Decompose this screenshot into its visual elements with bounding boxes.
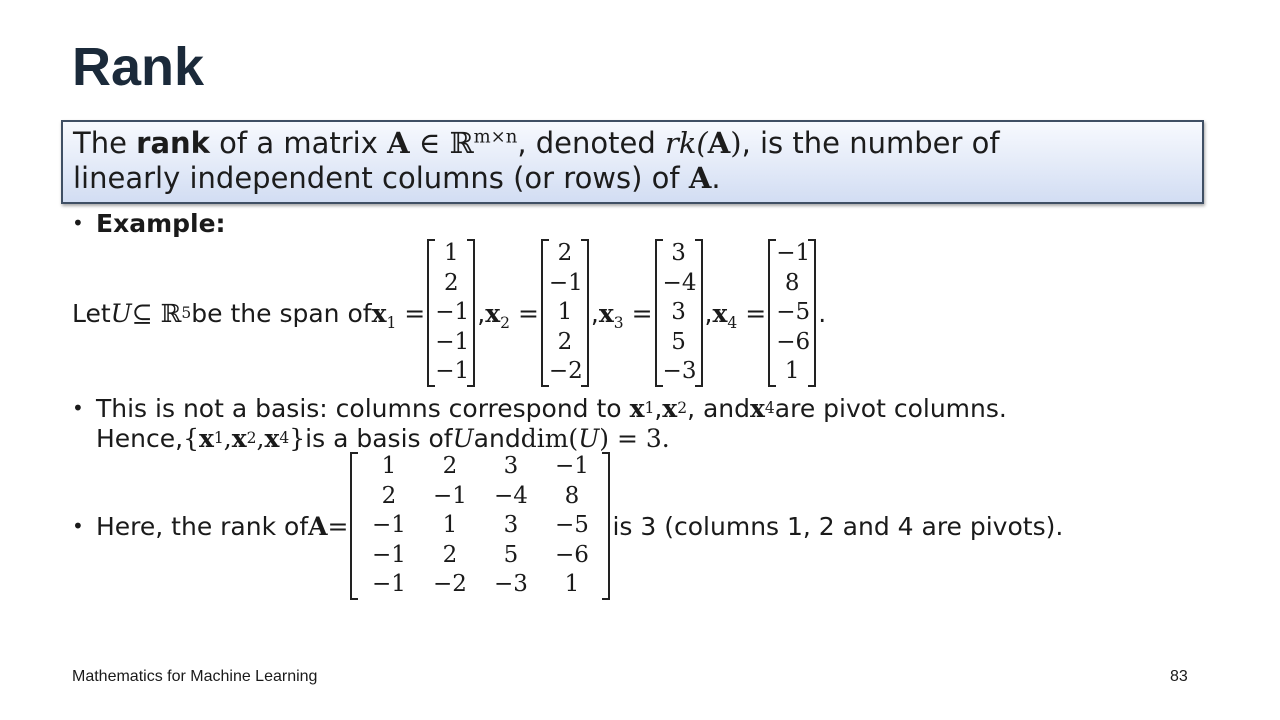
basis-bullet-line-1: • This is not a basis: columns correspond to x 1 , x 2 , and x 4 are pivot columns. <box>72 393 1007 423</box>
matrix-entry: 3 <box>503 453 519 480</box>
vector-entry: −3 <box>662 358 697 385</box>
rank-term: rank <box>136 126 210 160</box>
matrix-entry: −1 <box>372 571 406 598</box>
vector-x1 <box>427 239 475 387</box>
vector-entry: −1 <box>548 269 583 296</box>
vector-x4 <box>768 239 816 387</box>
vector-entry: −2 <box>548 358 583 385</box>
vector-entry: −6 <box>776 328 811 355</box>
definition-line-1: The rank of a matrix A ∈ ℝ$^{m\times n}$, denoted rk(A), is the number of <box>73 126 1000 160</box>
slide-title: Rank <box>72 37 205 97</box>
example-bullet: • Example: <box>72 208 226 238</box>
vector-label-x1: $x_1$ = <box>371 298 426 332</box>
matrix-entry: −5 <box>555 512 589 539</box>
matrix-entry: 5 <box>503 541 519 568</box>
vector-entry: 2 <box>557 328 573 355</box>
definition-line-2: linearly independent columns (or rows) of A. <box>73 161 721 195</box>
matrix-A <box>350 452 610 600</box>
page-number: 83 <box>1170 668 1188 685</box>
rank-bullet: • Here, the rank of A = 1 2 −1 −1 −1 2 −1 1 2 −2 3 −4 3 5 −3 −1 8 −5 −6 1 is 3 (columns 1, 2 and 4 are pivots). <box>72 455 1063 597</box>
vector-x2 <box>541 239 589 387</box>
vector-entry: −1 <box>435 358 470 385</box>
vector-entry: −4 <box>662 269 697 296</box>
vector-entry: −1 <box>776 240 811 267</box>
matrix-column <box>541 452 602 600</box>
matrix-entry: −1 <box>372 512 406 539</box>
vector-x3 <box>655 239 703 387</box>
matrix-entry: −1 <box>372 541 406 568</box>
matrix-entry: 1 <box>381 453 397 480</box>
vector-entry: 3 <box>671 299 686 326</box>
vector-entry: −1 <box>435 299 470 326</box>
vector-label-x2: $x_2$ = <box>485 298 539 332</box>
matrix-column <box>419 452 480 600</box>
footer-course-title: Mathematics for Machine Learning <box>72 668 318 685</box>
matrix-entry: 3 <box>503 512 519 539</box>
matrix-entry: −4 <box>494 482 528 509</box>
vector-entry: −1 <box>435 328 470 355</box>
vector-entry: 1 <box>443 240 459 267</box>
vector-entry: 8 <box>784 269 800 296</box>
matrix-entry: 2 <box>442 453 458 480</box>
vector-entry: 3 <box>671 240 686 267</box>
vector-entry: 1 <box>784 358 800 385</box>
matrix-entry: −1 <box>433 482 467 509</box>
basis-bullet-line-2: Hence, { x 1 , x 2 , x 4 } is a basis of U and dim( U ) = 3. <box>96 423 670 453</box>
vector-entry: 2 <box>557 240 573 267</box>
matrix-column <box>358 452 419 600</box>
matrix-column <box>480 452 541 600</box>
example-label: Example: <box>96 208 226 238</box>
vectors-line: Let U ⊆ ℝ 5 be the span of $x_1$ = 1 2 −1 −1 −1 , $x_2$ = 2 −1 1 2 −2 , $x_3$ = 3 −4 3 5 −3 , $x_4$ = −1 8 −5 −6 1 . <box>72 243 826 383</box>
vector-label-x3: $x_3$ = <box>598 298 653 332</box>
vector-label-x4: $x_4$ = <box>712 298 767 332</box>
vector-entry: 1 <box>557 299 573 326</box>
vector-entry: 5 <box>671 328 686 355</box>
matrix-entry: 2 <box>442 541 458 568</box>
matrix-entry: −1 <box>555 453 589 480</box>
matrix-entry: 8 <box>564 482 580 509</box>
vector-entry: −5 <box>776 299 811 326</box>
matrix-entry: −3 <box>494 571 528 598</box>
matrix-entry: −6 <box>555 541 589 568</box>
definition-box <box>61 120 1204 204</box>
matrix-entry: 1 <box>442 512 458 539</box>
matrix-entry: 1 <box>564 571 580 598</box>
vector-entry: 2 <box>443 269 459 296</box>
matrix-entry: 2 <box>381 482 397 509</box>
matrix-entry: −2 <box>433 571 467 598</box>
